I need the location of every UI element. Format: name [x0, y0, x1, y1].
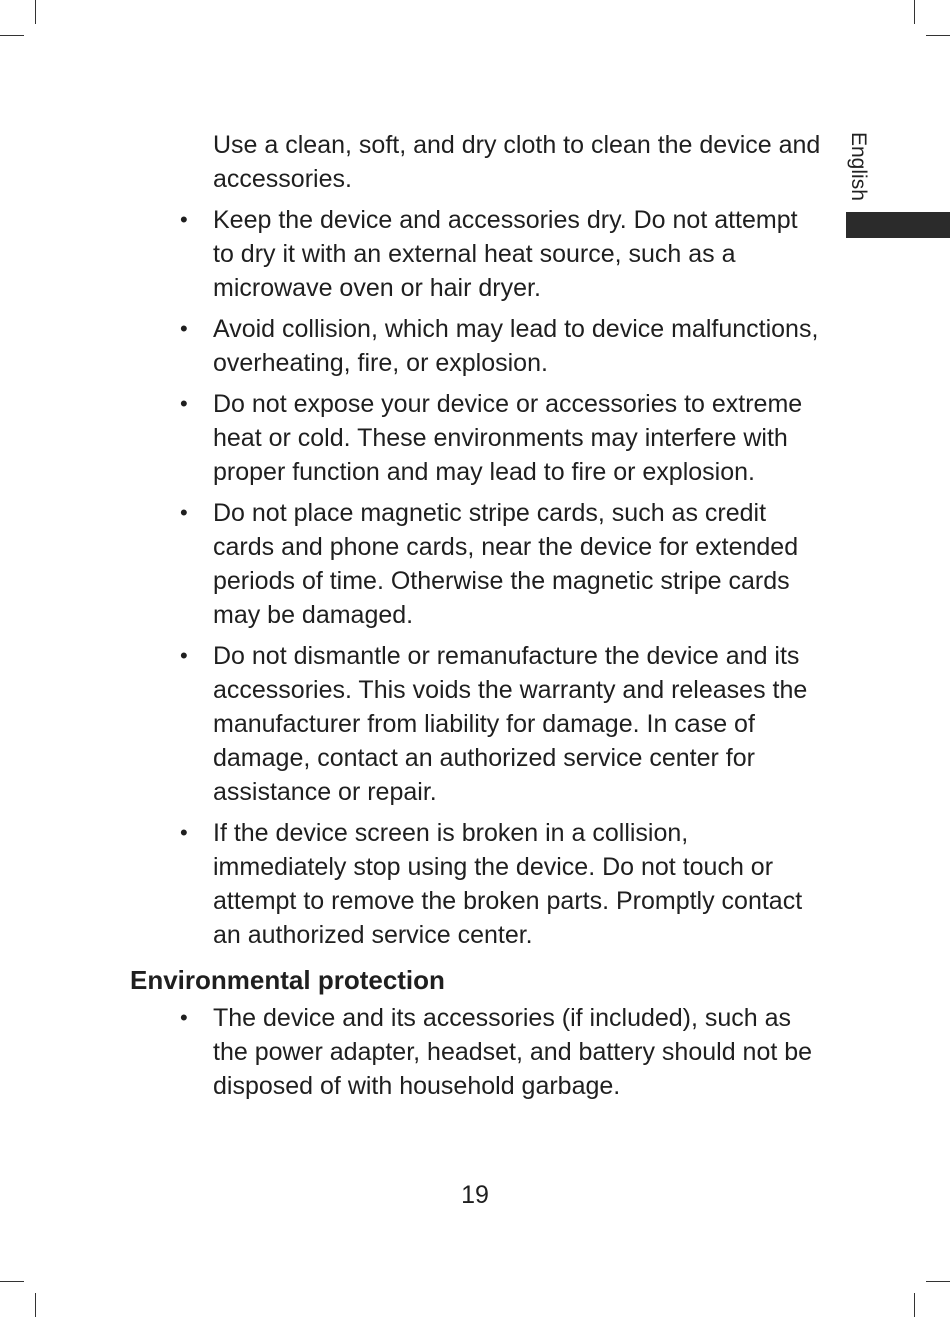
bullet-icon: • [180, 643, 188, 668]
list-item-text: Do not expose your device or accessories to extreme heat or cold. These environments may interfere with proper function and may lead to fire or explosion. [213, 390, 803, 486]
crop-mark-bottom-right-horizontal [926, 1281, 950, 1282]
crop-mark-top-right-vertical [914, 0, 915, 24]
section-heading-environmental: Environmental protection [130, 965, 445, 995]
language-tab-bar [846, 212, 950, 238]
page-content [130, 128, 830, 1103]
list-item-text: Do not place magnetic stripe cards, such as credit cards and phone cards, near the device for extended periods of time. Otherwise the magnetic stripe cards may be damaged. [213, 499, 799, 629]
list-item [130, 816, 823, 952]
bullet-icon: • [180, 1005, 188, 1030]
list-item [130, 639, 823, 809]
list-item-text: If the device screen is broken in a collision, immediately stop using the device. Do not touch or attempt to remove the broken parts. Promptly contact an authorized service center. [213, 819, 803, 949]
list-item [130, 496, 823, 632]
list-item [130, 1001, 823, 1103]
crop-mark-top-left-horizontal [0, 35, 24, 36]
crop-mark-top-left-vertical [35, 0, 36, 24]
language-tab-label: English [847, 132, 870, 201]
bullet-icon: • [180, 316, 188, 341]
list-item-text: Keep the device and accessories dry. Do not attempt to dry it with an external heat source, such as a microwave oven or hair dryer. [213, 206, 798, 302]
list-item [130, 203, 823, 305]
bullet-icon: • [180, 207, 188, 232]
list-item [130, 312, 823, 380]
environmental-bullet-list [130, 1001, 830, 1103]
page-number: 19 [461, 1181, 489, 1209]
crop-mark-top-right-horizontal [926, 35, 950, 36]
crop-mark-bottom-right-vertical [914, 1293, 915, 1317]
list-item-text: Avoid collision, which may lead to device malfunctions, overheating, fire, or explosion. [213, 315, 819, 377]
list-item-text: The device and its accessories (if included), such as the power adapter, headset, and battery should not be disposed of with household garbage. [213, 1004, 813, 1100]
intro-paragraph: Use a clean, soft, and dry cloth to clean the device and accessories. [213, 131, 821, 193]
bullet-icon: • [180, 500, 188, 525]
list-item [130, 387, 823, 489]
bullet-icon: • [180, 391, 188, 416]
crop-mark-bottom-left-horizontal [0, 1281, 24, 1282]
bullet-icon: • [180, 820, 188, 845]
safety-bullet-list [130, 203, 830, 952]
list-item-text: Do not dismantle or remanufacture the device and its accessories. This voids the warranty and releases the manufacturer from liability for damage. In case of damage, contact an authorized service center for assistance or repair. [213, 642, 808, 806]
crop-mark-bottom-left-vertical [35, 1293, 36, 1317]
